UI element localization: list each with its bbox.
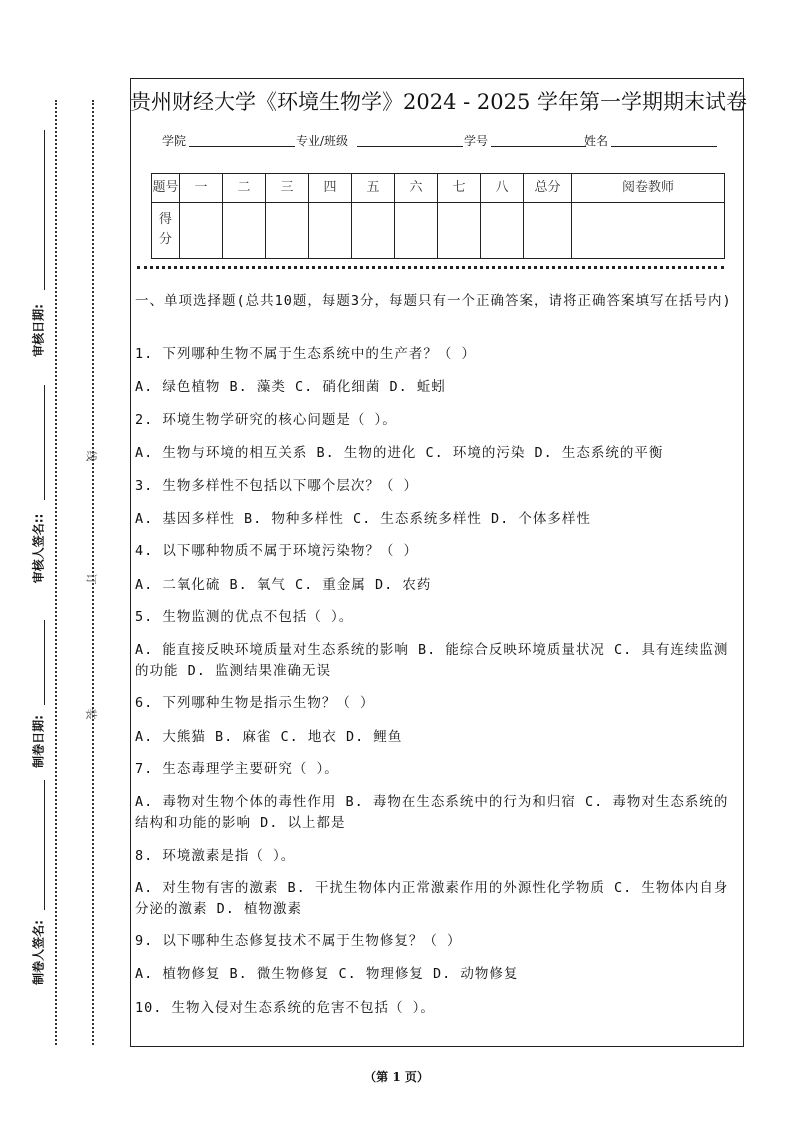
score-table — [151, 173, 725, 259]
question-10: 10. 生物入侵对生态系统的危害不包括（ ）。 — [135, 1000, 435, 1016]
question-9-options: A. 植物修复 B. 微生物修复 C. 物理修复 D. 动物修复 — [135, 966, 519, 982]
reviewer-sign-line[interactable] — [44, 385, 45, 500]
field-name-input[interactable] — [611, 146, 717, 147]
binding-dotted-line-outer — [55, 100, 57, 1045]
question-1-options: A. 绿色植物 B. 藻类 C. 硝化细菌 D. 蚯蚓 — [135, 379, 446, 395]
field-major-label: 专业/班级 — [296, 134, 349, 148]
field-id-label: 学号 — [464, 134, 489, 148]
field-name-label: 姓名 — [584, 134, 609, 148]
col-8: 八 — [481, 174, 524, 203]
question-6-options: A. 大熊猫 B. 麻雀 C. 地衣 D. 鲤鱼 — [135, 729, 403, 745]
review-date-line[interactable] — [44, 130, 45, 290]
question-3: 3. 生物多样性不包括以下哪个层次？（ ） — [135, 478, 419, 494]
score-cell[interactable] — [266, 202, 309, 258]
preparer-sign-line[interactable] — [44, 780, 45, 910]
page-number: （第 1 页） — [364, 1070, 429, 1084]
question-7: 7. 生态毒理学主要研究（ ）。 — [135, 761, 339, 777]
col-total: 总分 — [524, 174, 572, 203]
field-college-label: 学院 — [162, 134, 187, 148]
score-table-score-row — [152, 202, 725, 258]
score-cell[interactable] — [481, 202, 524, 258]
score-cell[interactable] — [395, 202, 438, 258]
binding-char-line: 线 — [84, 450, 98, 462]
question-4-options: A. 二氧化硫 B. 氧气 C. 重金属 D. 农药 — [135, 577, 432, 593]
question-9: 9. 以下哪种生态修复技术不属于生物修复？（ ） — [135, 933, 462, 949]
col-7: 七 — [438, 174, 481, 203]
score-cell[interactable] — [438, 202, 481, 258]
question-2-options: A. 生物与环境的相互关系 B. 生物的进化 C. 环境的污染 D. 生态系统的平衡 — [135, 445, 664, 461]
prep-date-label: 制卷日期: — [31, 715, 46, 768]
binding-char-staple: 订 — [84, 573, 98, 585]
row-label-score: 得分 — [152, 202, 180, 258]
field-major-input[interactable] — [357, 146, 463, 147]
question-4: 4. 以下哪种物质不属于环境污染物？（ ） — [135, 543, 419, 559]
col-6: 六 — [395, 174, 438, 203]
separator-dotted-line — [137, 266, 724, 269]
review-date-label: 审核日期: — [31, 304, 46, 357]
question-8: 8. 环境激素是指（ ）。 — [135, 848, 296, 864]
section-heading: 一、单项选择题(总共10题，每题3分，每题只有一个正确答案，请将正确答案填写在括号内) — [135, 293, 732, 309]
col-5: 五 — [352, 174, 395, 203]
col-1: 一 — [180, 174, 223, 203]
question-3-options: A. 基因多样性 B. 物种多样性 C. 生态系统多样性 D. 个体多样性 — [135, 511, 591, 527]
binding-char-bind: 装 — [84, 708, 98, 720]
score-cell[interactable] — [180, 202, 223, 258]
col-grader: 阅卷教师 — [572, 174, 725, 203]
prep-date-line[interactable] — [44, 620, 45, 705]
question-5-options: A. 能直接反映环境质量对生态系统的影响 B. 能综合反映环境质量状况 C. 具有连续监测的功能 D. 监测结果准确无误 — [135, 642, 729, 679]
question-2: 2. 环境生物学研究的核心问题是（ ）。 — [135, 412, 397, 428]
reviewer-sign-label: 审核人签名:: — [31, 513, 46, 584]
score-table-header-row — [152, 174, 725, 203]
col-4: 四 — [309, 174, 352, 203]
score-cell[interactable] — [352, 202, 395, 258]
col-3: 三 — [266, 174, 309, 203]
col-2: 二 — [223, 174, 266, 203]
exam-title: 贵州财经大学《环境生物学》2024 - 2025 学年第一学期期末试卷 — [130, 90, 748, 114]
question-5: 5. 生物监测的优点不包括（ ）。 — [135, 609, 354, 625]
question-1: 1. 下列哪种生物不属于生态系统中的生产者？（ ） — [135, 346, 477, 362]
field-id-input[interactable] — [491, 146, 586, 147]
score-cell[interactable] — [572, 202, 725, 258]
score-cell[interactable] — [524, 202, 572, 258]
score-cell[interactable] — [223, 202, 266, 258]
score-cell[interactable] — [309, 202, 352, 258]
question-8-options: A. 对生物有害的激素 B. 干扰生物体内正常激素作用的外源性化学物质 C. 生物体内自身分泌的激素 D. 植物激素 — [135, 880, 729, 917]
field-college-input[interactable] — [189, 146, 295, 147]
question-6: 6. 下列哪种生物是指示生物？（ ） — [135, 695, 375, 711]
question-7-options: A. 毒物对生物个体的毒性作用 B. 毒物在生态系统中的行为和归宿 C. 毒物对生态系统的结构和功能的影响 D. 以上都是 — [135, 794, 729, 831]
binding-dotted-line-inner — [92, 100, 94, 1045]
row-label-question-no: 题号 — [152, 174, 180, 203]
preparer-sign-label: 制卷人签名: — [31, 920, 46, 985]
